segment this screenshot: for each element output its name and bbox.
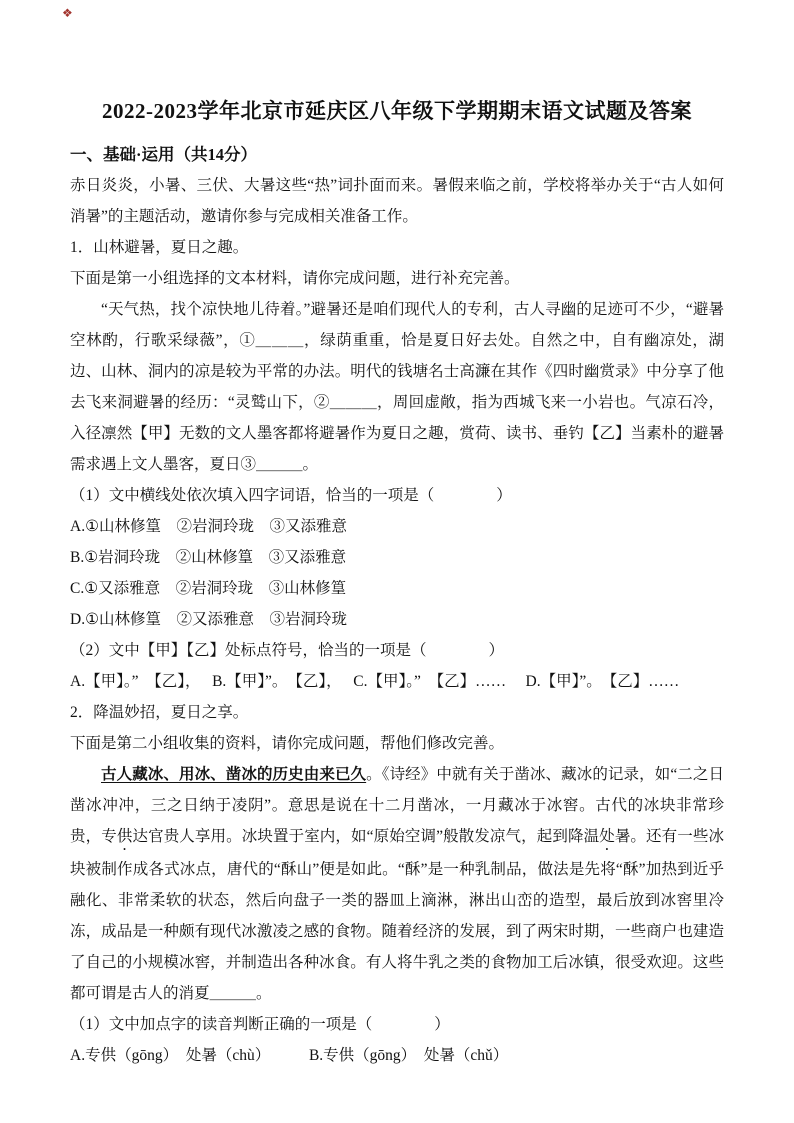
intro-paragraph: 赤日炎炎，小暑、三伏、大暑这些“热”词扑面而来。暑假来临之前，学校将举办关于“古人如何消暑”的主题活动，邀请你参与完成相关准备工作。 xyxy=(70,177,724,225)
question-1-note: 下面是第一小组选择的文本材料，请你完成问题，进行补充完善。 xyxy=(70,270,520,287)
question-1-heading: 1．山林避暑，夏日之趣。 xyxy=(70,239,249,256)
punctuation-options: A.【甲】。” 【乙】， B.【甲】”。 【乙】， C.【甲】。” 【乙】…… D.【甲】”。 【乙】…… xyxy=(70,673,680,690)
passage-1: “天气热，找个凉快地儿待着。”避暑还是咱们现代人的专利，古人寻幽的足迹可不少，“避暑空林酌，行歌采绿薇”，①＿＿＿，绿荫重重，恰是夏日好去处。自然之中，自有幽凉处，湖边、山林、洞内的凉是较为平常的办法。明代的钱塘名士高濂在其作《四时幽赏录》中分享了他去飞来洞避暑的经历：“灵鹫山下，②＿＿＿，周回虚敞，指为西城飞来一小岩也。气凉石冷，入径凛然【甲】无数的文人墨客都将避暑作为夏日之趣，赏荷、读书、垂钓【乙】当素朴的避暑需求遇上文人墨客，夏日③＿＿＿。 xyxy=(70,301,724,473)
question-1-sub-2: （2）文中【甲】【乙】处标点符号，恰当的一项是（ ） xyxy=(70,642,505,659)
passage-2-text-a: 。《诗经》中就有关于凿冰、藏冰的记录，如“二之日凿冰冲冲，三之日纳于凌阴”。意思是说在十二月凿冰，一月藏冰于冰窖。古代的冰块非常珍贵，专 xyxy=(70,766,724,845)
question-2-sub-1: （1）文中加点字的读音判断正确的一项是（ ） xyxy=(70,1016,450,1033)
question-2-heading: 2．降温妙招，夏日之享。 xyxy=(70,704,249,721)
option-d: D.①山林修篁 ②又添雅意 ③岩洞玲珑 xyxy=(70,611,347,628)
passage-2-text-c: 暑。还有一些冰块被制作成各式冰点，唐代的“酥山”便是如此。“酥”是一种乳制品，做法是先将“酥”加热到近乎融化、非常柔软的状态，然后向盘子一类的器皿上滴淋，淋出山峦的造型，最后放到冰窖里冷冻，成品是一种颇有现代冰激凌之感的食物。随着经济的发展，到了两宋时期，一些商户也建造了自己的小规模冰窖，并制造出各种冰食。有人将牛乳之类的食物加工后冰镇，很受欢迎。这些都可谓是古人的消夏＿＿＿。 xyxy=(70,828,724,1002)
passage-2-dotted-char-gong: 供 xyxy=(116,828,133,845)
option-a: A.①山林修篁 ②岩洞玲珑 ③又添雅意 xyxy=(70,518,347,535)
question-1-sub-1: （1）文中横线处依次填入四字词语，恰当的一项是（ ） xyxy=(70,487,512,504)
option-b: B.①岩洞玲珑 ②山林修篁 ③又添雅意 xyxy=(70,549,347,566)
passage-2 xyxy=(70,759,724,1009)
section-heading-basics: 一、基础·运用（共14分） xyxy=(70,145,258,164)
question-2-note: 下面是第二小组收集的资料，请你完成问题，帮他们修改完善。 xyxy=(70,735,505,752)
option-c: C.①又添雅意 ②岩洞玲珑 ③山林修篁 xyxy=(70,580,347,597)
passage-2-text-b: 达官贵人享用。冰块置于室内，如“原始空调”般散发凉气，起到降温 xyxy=(132,828,600,845)
corner-stamp-icon: ❖ xyxy=(62,6,73,20)
passage-2-lead: 古人藏冰、用冰、凿冰的历史由来已久 xyxy=(101,766,367,783)
document-title: 2022-2023学年北京市延庆区八年级下学期期末语文试题及答案 xyxy=(102,99,692,123)
pinyin-options: A.专供（gōng） 处暑（chù） B.专供（gōng） 处暑（chǔ） xyxy=(70,1047,509,1064)
passage-2-dotted-char-chu: 处 xyxy=(599,828,615,845)
